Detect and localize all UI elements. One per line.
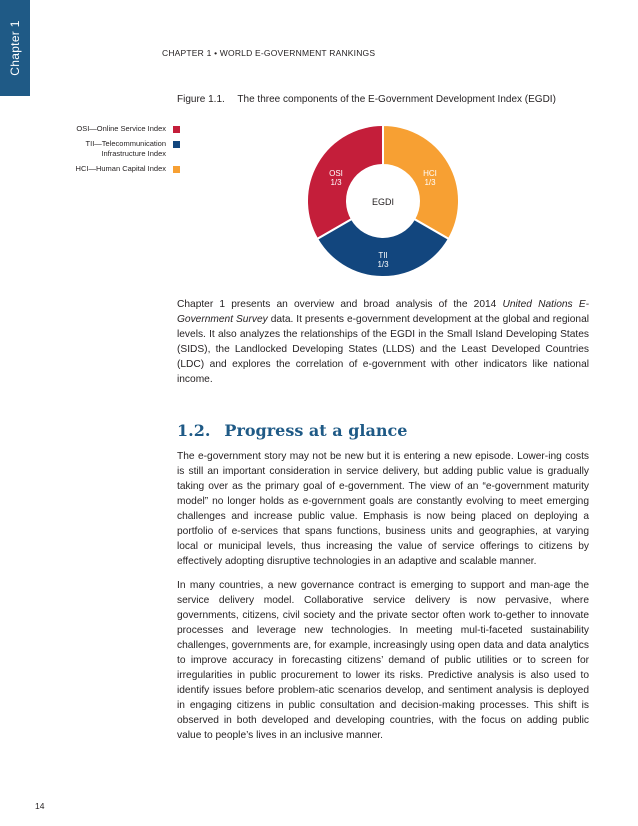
segment-label-tii: TII (378, 251, 388, 260)
legend-label: OSI—Online Service Index (76, 124, 166, 133)
segment-label-osi: OSI (329, 169, 343, 178)
legend-swatch (173, 141, 180, 148)
chapter-tab-label: Chapter 1 (8, 20, 22, 76)
legend-item-tii (40, 139, 180, 159)
survey-title: United Nations E-Government Survey (177, 299, 590, 325)
segment-value-osi: 1/3 (330, 178, 342, 187)
legend-label: HCI—Human Capital Index (75, 164, 166, 173)
section-paragraph-1: The e-government story may not be new but it is entering a new episode. Lower-ing costs is still an important consideration in service delivery, but adding public value is gradually taking over as the primary goal of e-government. The view of an “e-government maturity model” no longer holds as e-government goals are constantly evolving to meet emerging challenges and increase public value. Emphasis is now being placed on deploying a portfolio of e-services that spans functions, business units and geographies, at varying local or municipal levels, thus increasing the value of service offerings to citizens by effectively adopting disruptive technologies in an adaptive and scalable manner. (177, 451, 589, 567)
legend-item-osi (40, 124, 180, 134)
figure-title: The three components of the E-Government Development Index (EGDI) (237, 94, 556, 105)
legend-swatch (173, 166, 180, 173)
legend-label: TII—Telecommunication Infrastructure Index (85, 139, 166, 158)
intro-text-b: data. It presents e-government development at the global and regional levels. It also analyzes the relationships of the EGDI in the Small Island Developing States (SIDS), the Landlocked Developing States (LLDS) and the Least Developed Countries (LDC) and explores the correlation of e-government with other indicators like national income. (177, 314, 590, 385)
section-paragraph-2: In many countries, a new governance contract is emerging to support and man-age the service delivery model. Collaborative service delivery is now pervasive, where governments, citizens, civil society and the private sector often work to-gether to innovate processes and leverage new technologies. In meeting mul-ti-faceted sustainability challenges, governments are, for example, increasingly using open data and data analytics to improve accuracy in forecasting citizens’ demand of public utilities or to screen for irregularities in public procurement to lower its risks. Predictive analysis is also used to identify issues before problem-atic scenarios develop, and sentiment analysis is deployed in engaging citizens in public consultation and decision-making processes. This shift is observed in both developed and developing countries, with the focus on adding public value to people’s lives in an inclusive manner. (177, 580, 589, 741)
segment-value-tii: 1/3 (377, 260, 389, 269)
figure-legend (40, 124, 180, 179)
legend-item-hci (40, 164, 180, 174)
section-title: Progress at a glance (224, 421, 408, 440)
running-head: CHAPTER 1 • WORLD E-GOVERNMENT RANKINGS (162, 48, 376, 58)
donut-center-label: EGDI (371, 197, 395, 207)
segment-label-hci: HCI (423, 169, 437, 178)
legend-swatch (173, 126, 180, 133)
page-number: 14 (35, 801, 45, 811)
segment-value-hci: 1/3 (424, 178, 436, 187)
figure-label: Figure 1.1. (177, 94, 225, 105)
figure-caption (177, 94, 556, 105)
intro-text-a: Chapter 1 presents an overview and broad analysis of the 2014 (177, 299, 503, 310)
intro-paragraph (177, 297, 589, 396)
egdi-donut-chart (306, 124, 460, 278)
section-body (177, 449, 589, 752)
section-heading (177, 421, 407, 440)
section-number: 1.2. (177, 421, 211, 440)
chapter-side-tab (0, 0, 30, 96)
